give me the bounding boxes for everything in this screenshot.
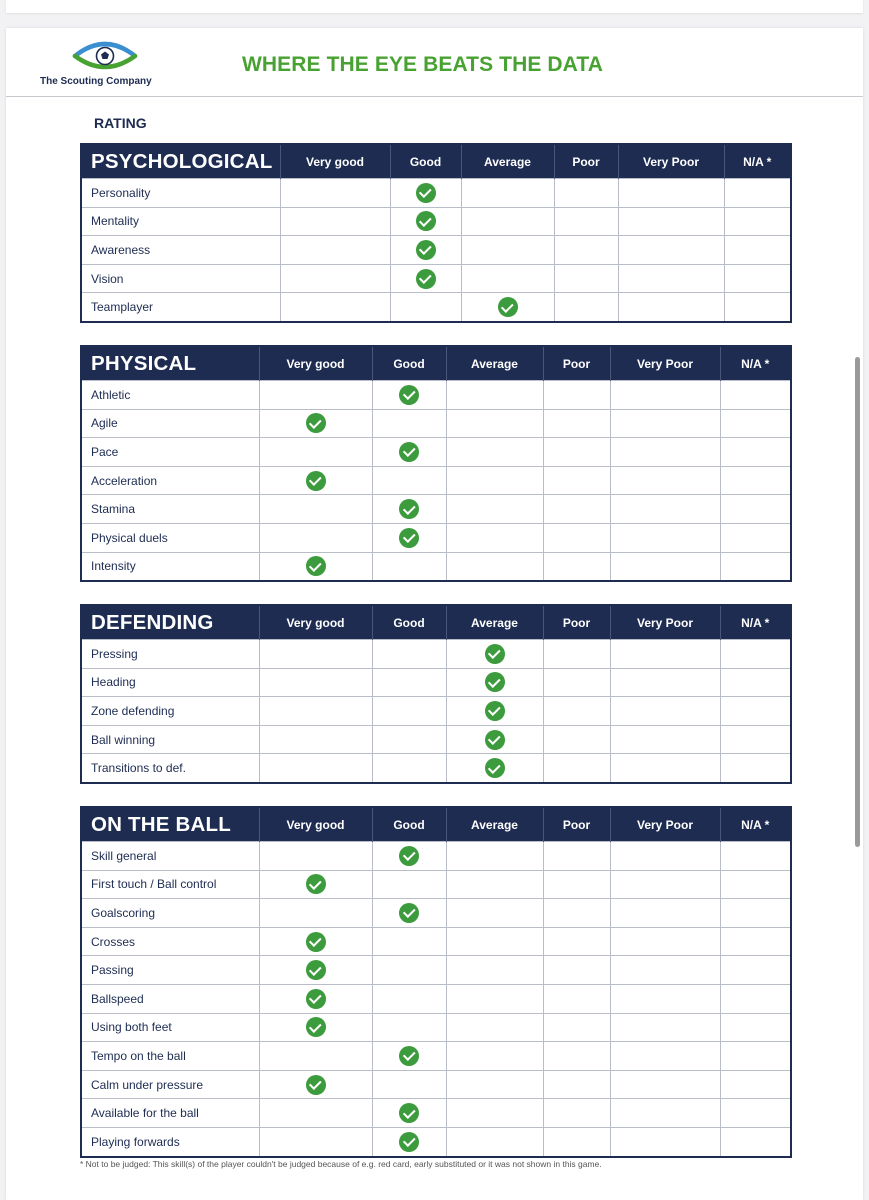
rating-cell <box>610 842 720 871</box>
skill-label: Personality <box>81 179 280 208</box>
rating-cell <box>446 1127 543 1156</box>
rating-cell <box>543 870 610 899</box>
check-icon <box>399 442 419 462</box>
table-row <box>81 1127 791 1156</box>
rating-cell <box>618 293 724 322</box>
table-row <box>81 179 791 208</box>
column-header: Good <box>372 807 446 842</box>
rating-cell <box>372 725 446 754</box>
rating-cell <box>259 754 372 783</box>
rating-cell <box>724 207 791 236</box>
rating-cell <box>720 640 791 669</box>
rating-cell <box>720 438 791 467</box>
section-title: ON THE BALL <box>81 807 259 842</box>
rating-cell <box>720 523 791 552</box>
rating-cell <box>372 842 446 871</box>
rating-cell <box>446 523 543 552</box>
rating-table-physical <box>80 345 792 582</box>
rating-cell <box>720 668 791 697</box>
table-row <box>81 523 791 552</box>
check-icon <box>306 1075 326 1095</box>
column-header: Poor <box>543 605 610 640</box>
table-header-row <box>81 807 791 842</box>
rating-cell <box>259 640 372 669</box>
rating-cell <box>554 179 618 208</box>
rating-cell <box>610 870 720 899</box>
rating-cell <box>610 495 720 524</box>
column-header: Very Poor <box>610 346 720 381</box>
skill-label: Athletic <box>81 381 259 410</box>
column-header: Average <box>446 605 543 640</box>
rating-cell <box>543 438 610 467</box>
column-header: Good <box>372 605 446 640</box>
rating-cell <box>461 207 554 236</box>
rating-cell <box>372 495 446 524</box>
table-row <box>81 495 791 524</box>
rating-cell <box>543 640 610 669</box>
rating-cell <box>543 842 610 871</box>
rating-cell <box>372 1013 446 1042</box>
column-header: Poor <box>554 144 618 179</box>
rating-cell <box>720 899 791 928</box>
skill-label: Tempo on the ball <box>81 1042 259 1071</box>
rating-cell <box>610 1099 720 1128</box>
rating-cell <box>372 984 446 1013</box>
skill-label: Pace <box>81 438 259 467</box>
rating-cell <box>259 1099 372 1128</box>
skill-label: Ball winning <box>81 725 259 754</box>
rating-cell <box>554 207 618 236</box>
rating-cell <box>610 697 720 726</box>
rating-cell <box>720 984 791 1013</box>
rating-cell <box>610 927 720 956</box>
rating-cell <box>280 264 390 293</box>
rating-cell <box>720 697 791 726</box>
rating-cell <box>610 466 720 495</box>
table-row <box>81 381 791 410</box>
company-logo <box>40 38 170 93</box>
skill-label: Vision <box>81 264 280 293</box>
rating-table-defending <box>80 604 792 784</box>
rating-cell <box>259 870 372 899</box>
table-row <box>81 870 791 899</box>
column-header: N/A * <box>720 346 791 381</box>
rating-cell <box>720 409 791 438</box>
table-row <box>81 754 791 783</box>
rating-cell <box>720 466 791 495</box>
table-header-row <box>81 605 791 640</box>
rating-cell <box>446 381 543 410</box>
skill-label: Teamplayer <box>81 293 280 322</box>
rating-cell <box>372 438 446 467</box>
check-icon <box>485 701 505 721</box>
skill-label: Ballspeed <box>81 984 259 1013</box>
rating-cell <box>720 754 791 783</box>
rating-cell <box>618 236 724 265</box>
rating-cell <box>724 179 791 208</box>
check-icon <box>306 989 326 1009</box>
rating-cell <box>543 495 610 524</box>
check-icon <box>399 385 419 405</box>
rating-cell <box>259 927 372 956</box>
skill-label: First touch / Ball control <box>81 870 259 899</box>
check-icon <box>399 1046 419 1066</box>
check-icon <box>416 269 436 289</box>
rating-cell <box>372 552 446 581</box>
skill-label: Goalscoring <box>81 899 259 928</box>
rating-cell <box>259 523 372 552</box>
rating-cell <box>446 1070 543 1099</box>
skill-label: Heading <box>81 668 259 697</box>
table-row <box>81 842 791 871</box>
check-icon <box>306 1017 326 1037</box>
rating-cell <box>610 523 720 552</box>
scouting-report-page <box>6 28 863 1200</box>
column-header: Very good <box>259 807 372 842</box>
rating-cell <box>280 293 390 322</box>
check-icon <box>306 932 326 952</box>
rating-cell <box>554 293 618 322</box>
rating-cell <box>259 381 372 410</box>
check-icon <box>306 960 326 980</box>
rating-cell <box>446 842 543 871</box>
rating-cell <box>618 179 724 208</box>
rating-cell <box>543 668 610 697</box>
skill-label: Intensity <box>81 552 259 581</box>
check-icon <box>399 499 419 519</box>
rating-cell <box>618 207 724 236</box>
rating-cell <box>543 552 610 581</box>
rating-cell <box>618 264 724 293</box>
rating-cell <box>720 842 791 871</box>
rating-cell <box>372 956 446 985</box>
report-header <box>6 28 863 97</box>
rating-cell <box>446 956 543 985</box>
skill-label: Agile <box>81 409 259 438</box>
check-icon <box>399 846 419 866</box>
rating-cell <box>720 927 791 956</box>
rating-cell <box>372 523 446 552</box>
rating-cell <box>372 697 446 726</box>
rating-cell <box>461 293 554 322</box>
page-headline: WHERE THE EYE BEATS THE DATA <box>242 53 603 76</box>
rating-cell <box>543 956 610 985</box>
rating-cell <box>372 640 446 669</box>
table-row <box>81 293 791 322</box>
rating-cell <box>543 1127 610 1156</box>
rating-cell <box>259 956 372 985</box>
rating-cell <box>372 754 446 783</box>
column-header: Poor <box>543 346 610 381</box>
rating-cell <box>720 725 791 754</box>
rating-cell <box>446 552 543 581</box>
column-header: Good <box>390 144 461 179</box>
rating-cell <box>446 640 543 669</box>
column-header: Very good <box>259 605 372 640</box>
rating-cell <box>280 236 390 265</box>
rating-cell <box>446 1013 543 1042</box>
table-row <box>81 1042 791 1071</box>
rating-cell <box>446 1099 543 1128</box>
rating-cell <box>610 668 720 697</box>
rating-cell <box>720 956 791 985</box>
rating-cell <box>610 409 720 438</box>
rating-cell <box>543 466 610 495</box>
column-header: Very good <box>280 144 390 179</box>
rating-cell <box>720 1013 791 1042</box>
column-header: Poor <box>543 807 610 842</box>
rating-cell <box>720 1042 791 1071</box>
rating-cell <box>259 1070 372 1099</box>
rating-cell <box>259 1042 372 1071</box>
rating-cell <box>610 640 720 669</box>
column-header: Very good <box>259 346 372 381</box>
rating-cell <box>724 293 791 322</box>
skill-label: Acceleration <box>81 466 259 495</box>
check-icon <box>306 556 326 576</box>
rating-cell <box>720 381 791 410</box>
table-row <box>81 697 791 726</box>
check-icon <box>485 672 505 692</box>
rating-cell <box>461 236 554 265</box>
table-row <box>81 409 791 438</box>
skill-label: Skill general <box>81 842 259 871</box>
column-header: Very Poor <box>610 605 720 640</box>
rating-cell <box>446 870 543 899</box>
rating-cell <box>610 552 720 581</box>
check-icon <box>399 1132 419 1152</box>
skill-label: Available for the ball <box>81 1099 259 1128</box>
rating-cell <box>554 236 618 265</box>
rating-cell <box>372 381 446 410</box>
table-row <box>81 640 791 669</box>
table-row <box>81 668 791 697</box>
rating-cell <box>259 552 372 581</box>
table-row <box>81 956 791 985</box>
check-icon <box>416 240 436 260</box>
rating-cell <box>372 927 446 956</box>
rating-cell <box>543 754 610 783</box>
rating-cell <box>554 264 618 293</box>
check-icon <box>416 211 436 231</box>
rating-cell <box>610 1013 720 1042</box>
rating-cell <box>446 927 543 956</box>
rating-table-on-the-ball <box>80 806 792 1158</box>
skill-label: Using both feet <box>81 1013 259 1042</box>
section-title: PSYCHOLOGICAL <box>81 144 280 179</box>
rating-cell <box>259 495 372 524</box>
rating-cell <box>390 293 461 322</box>
skill-label: Crosses <box>81 927 259 956</box>
rating-heading: RATING <box>94 115 147 131</box>
company-name: The Scouting Company <box>40 76 152 87</box>
eye-ball-icon <box>72 38 138 74</box>
rating-cell <box>720 1070 791 1099</box>
table-row <box>81 1099 791 1128</box>
rating-cell <box>390 207 461 236</box>
rating-cell <box>543 899 610 928</box>
rating-cell <box>446 466 543 495</box>
skill-label: Calm under pressure <box>81 1070 259 1099</box>
rating-cell <box>720 1099 791 1128</box>
skill-label: Awareness <box>81 236 280 265</box>
rating-cell <box>543 927 610 956</box>
column-header: N/A * <box>720 807 791 842</box>
column-header: Very Poor <box>618 144 724 179</box>
rating-cell <box>446 438 543 467</box>
rating-cell <box>543 381 610 410</box>
column-header: Very Poor <box>610 807 720 842</box>
rating-cell <box>543 697 610 726</box>
rating-cell <box>543 725 610 754</box>
rating-cell <box>720 1127 791 1156</box>
table-row <box>81 207 791 236</box>
skill-label: Pressing <box>81 640 259 669</box>
rating-cell <box>259 725 372 754</box>
rating-cell <box>372 466 446 495</box>
rating-cell <box>259 466 372 495</box>
rating-table-psychological <box>80 143 792 323</box>
section-title: DEFENDING <box>81 605 259 640</box>
table-row <box>81 899 791 928</box>
table-row <box>81 466 791 495</box>
rating-cell <box>543 1013 610 1042</box>
check-icon <box>485 730 505 750</box>
rating-cell <box>446 1042 543 1071</box>
table-row <box>81 725 791 754</box>
rating-cell <box>446 409 543 438</box>
rating-cell <box>610 1127 720 1156</box>
rating-cell <box>724 236 791 265</box>
rating-cell <box>543 523 610 552</box>
rating-cell <box>372 1099 446 1128</box>
rating-cell <box>259 409 372 438</box>
rating-cell <box>446 984 543 1013</box>
rating-cell <box>280 207 390 236</box>
rating-cell <box>610 1042 720 1071</box>
check-icon <box>399 1103 419 1123</box>
rating-cell <box>259 668 372 697</box>
rating-cell <box>543 1099 610 1128</box>
rating-cell <box>259 1127 372 1156</box>
rating-cell <box>259 1013 372 1042</box>
table-row <box>81 438 791 467</box>
skill-label: Passing <box>81 956 259 985</box>
rating-cell <box>543 1070 610 1099</box>
rating-cell <box>446 697 543 726</box>
rating-cell <box>446 495 543 524</box>
rating-cell <box>446 899 543 928</box>
table-row <box>81 984 791 1013</box>
rating-cell <box>372 1127 446 1156</box>
rating-cell <box>372 668 446 697</box>
column-header: Average <box>446 346 543 381</box>
table-row <box>81 236 791 265</box>
skill-label: Physical duels <box>81 523 259 552</box>
rating-cell <box>610 754 720 783</box>
rating-cell <box>610 381 720 410</box>
column-header: N/A * <box>720 605 791 640</box>
rating-cell <box>446 725 543 754</box>
rating-cell <box>280 179 390 208</box>
rating-cell <box>610 984 720 1013</box>
rating-cell <box>610 899 720 928</box>
rating-cell <box>446 754 543 783</box>
table-header-row <box>81 346 791 381</box>
rating-cell <box>372 1042 446 1071</box>
check-icon <box>306 471 326 491</box>
rating-cell <box>610 438 720 467</box>
rating-cell <box>372 899 446 928</box>
check-icon <box>306 413 326 433</box>
check-icon <box>306 874 326 894</box>
rating-cell <box>372 409 446 438</box>
skill-label: Stamina <box>81 495 259 524</box>
rating-cell <box>610 725 720 754</box>
rating-cell <box>372 1070 446 1099</box>
rating-cell <box>543 409 610 438</box>
rating-cell <box>390 179 461 208</box>
table-row <box>81 1013 791 1042</box>
skill-label: Zone defending <box>81 697 259 726</box>
rating-cell <box>724 264 791 293</box>
skill-label: Transitions to def. <box>81 754 259 783</box>
table-row <box>81 1070 791 1099</box>
check-icon <box>485 644 505 664</box>
rating-cell <box>390 264 461 293</box>
check-icon <box>399 528 419 548</box>
table-row <box>81 264 791 293</box>
check-icon <box>416 183 436 203</box>
previous-page-edge <box>6 0 863 13</box>
table-row <box>81 552 791 581</box>
rating-cell <box>446 668 543 697</box>
check-icon <box>498 297 518 317</box>
rating-cell <box>543 1042 610 1071</box>
skill-label: Mentality <box>81 207 280 236</box>
rating-cell <box>610 1070 720 1099</box>
table-header-row <box>81 144 791 179</box>
rating-cell <box>461 264 554 293</box>
rating-cell <box>259 697 372 726</box>
rating-cell <box>461 179 554 208</box>
rating-cell <box>543 984 610 1013</box>
rating-cell <box>720 870 791 899</box>
rating-cell <box>259 899 372 928</box>
section-title: PHYSICAL <box>81 346 259 381</box>
skill-label: Playing forwards <box>81 1127 259 1156</box>
column-header: Good <box>372 346 446 381</box>
rating-cell <box>720 552 791 581</box>
table-row <box>81 927 791 956</box>
footnote: * Not to be judged: This skill(s) of the player couldn't be judged because of e.g. red card, early substituted or it was not shown in this game. <box>80 1159 602 1169</box>
rating-cell <box>259 842 372 871</box>
rating-cell <box>259 984 372 1013</box>
check-icon <box>485 758 505 778</box>
rating-cell <box>390 236 461 265</box>
column-header: Average <box>461 144 554 179</box>
rating-cell <box>372 870 446 899</box>
rating-cell <box>720 495 791 524</box>
rating-cell <box>610 956 720 985</box>
column-header: N/A * <box>724 144 791 179</box>
column-header: Average <box>446 807 543 842</box>
check-icon <box>399 903 419 923</box>
rating-cell <box>259 438 372 467</box>
scrollbar[interactable] <box>855 357 860 847</box>
